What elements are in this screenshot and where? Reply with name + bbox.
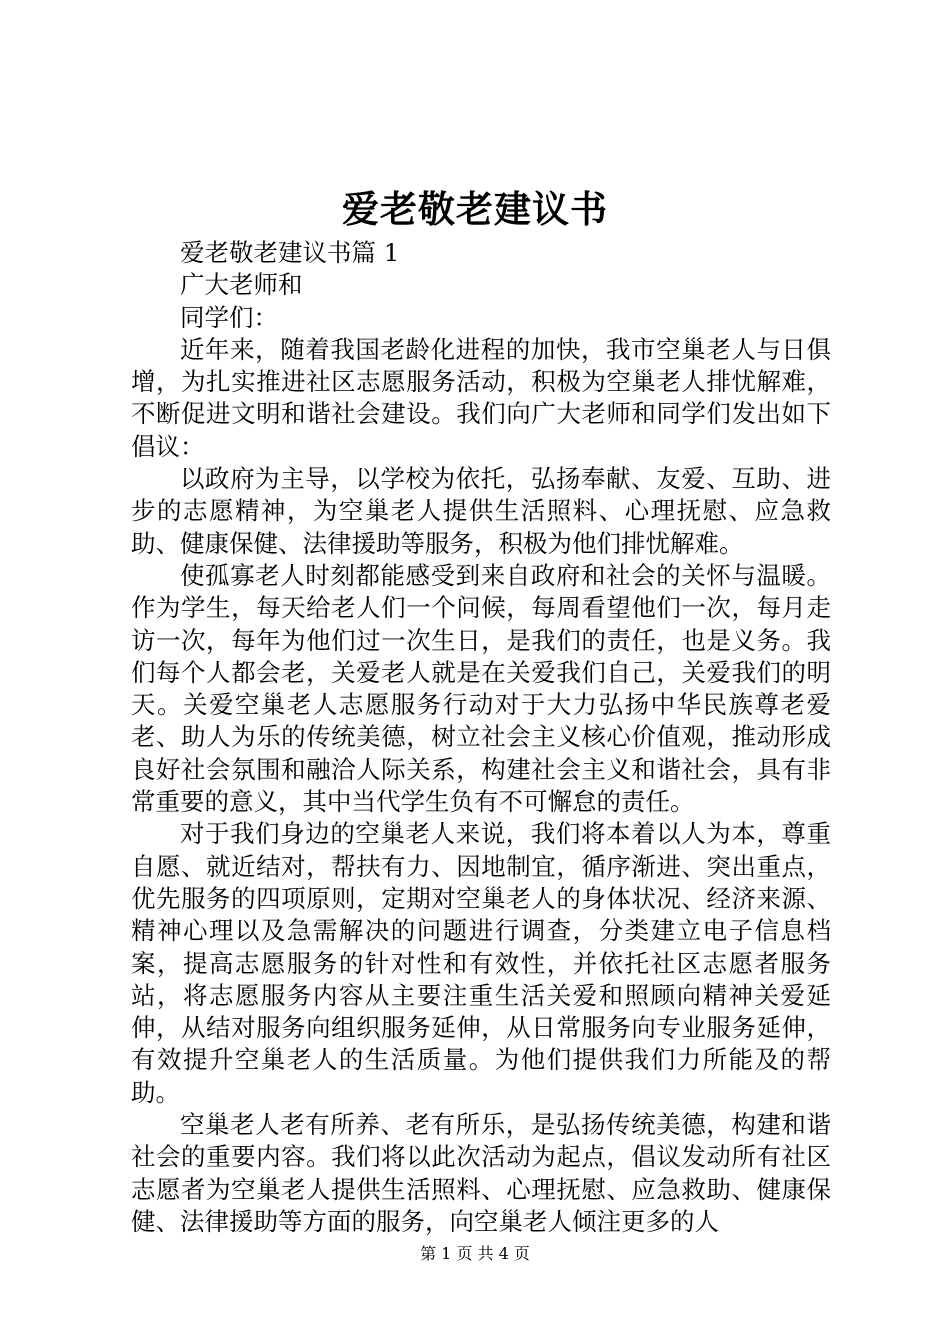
salutation-line-2: 同学们： bbox=[180, 302, 278, 332]
salutation-line-1: 广大老师和 bbox=[180, 270, 303, 300]
paragraph-4: 对于我们身边的空巢老人来说，我们将本着以人为本，尊重自愿、就近结对，帮扶有力、因地制宜，循序渐进、突出重点，优先服务的四项原则，定期对空巢老人的身体状况、经济来源、精神心理以及急需解决的问题进行调查，分类建立电子信息档案，提高志愿服务的针对性和有效性，并依托社区志愿者服务站，将志愿服务内容从主要注重生活关爱和照顾向精神关爱延伸，从结对服务向组织服务延伸，从日常服务向专业服务延伸，有效提升空巢老人的生活质量。为他们提供我们力所能及的帮助。 bbox=[131, 819, 831, 1107]
paragraph-1: 近年来，随着我国老龄化进程的加快，我市空巢老人与日俱增，为扎实推进社区志愿服务活动，积极为空巢老人排忧解难，不断促进文明和谐社会建设。我们向广大老师和同学们发出如下倡议： bbox=[131, 334, 831, 461]
document-body bbox=[131, 237, 831, 1238]
paragraph-3: 使孤寡老人时刻都能感受到来自政府和社会的关怀与温暖。作为学生，每天给老人们一个问候，每周看望他们一次，每月走访一次，每年为他们过一次生日，是我们的责任，也是义务。我们每个人都会老，关爱老人就是在关爱我们自己，关爱我们的明天。关爱空巢老人志愿服务行动对于大力弘扬中华民族尊老爱老、助人为乐的传统美德，树立社会主义核心价值观，推动形成良好社会氛围和融洽人际关系，构建社会主义和谐社会，具有非常重要的意义，其中当代学生负有不可懈怠的责任。 bbox=[131, 560, 831, 817]
document-title: 爱老敬老建议书 bbox=[342, 187, 608, 231]
paragraph-2: 以政府为主导，以学校为依托，弘扬奉献、友爱、互助、进步的志愿精神，为空巢老人提供生活照料、心理抚慰、应急救助、健康保健、法律援助等服务，积极为他们排忧解难。 bbox=[131, 464, 831, 558]
paragraph-5: 空巢老人老有所养、老有所乐，是弘扬传统美德，构建和谐社会的重要内容。我们将以此次活动为起点，倡议发动所有社区志愿者为空巢老人提供生活照料、心理抚慰、应急救助、健康保健、法律援助等方面的服务，向空巢老人倾注更多的人 bbox=[131, 1110, 831, 1236]
page-footer: 第 1 页 共 4 页 bbox=[420, 1244, 530, 1263]
section-heading: 爱老敬老建议书篇 1 bbox=[180, 238, 400, 267]
